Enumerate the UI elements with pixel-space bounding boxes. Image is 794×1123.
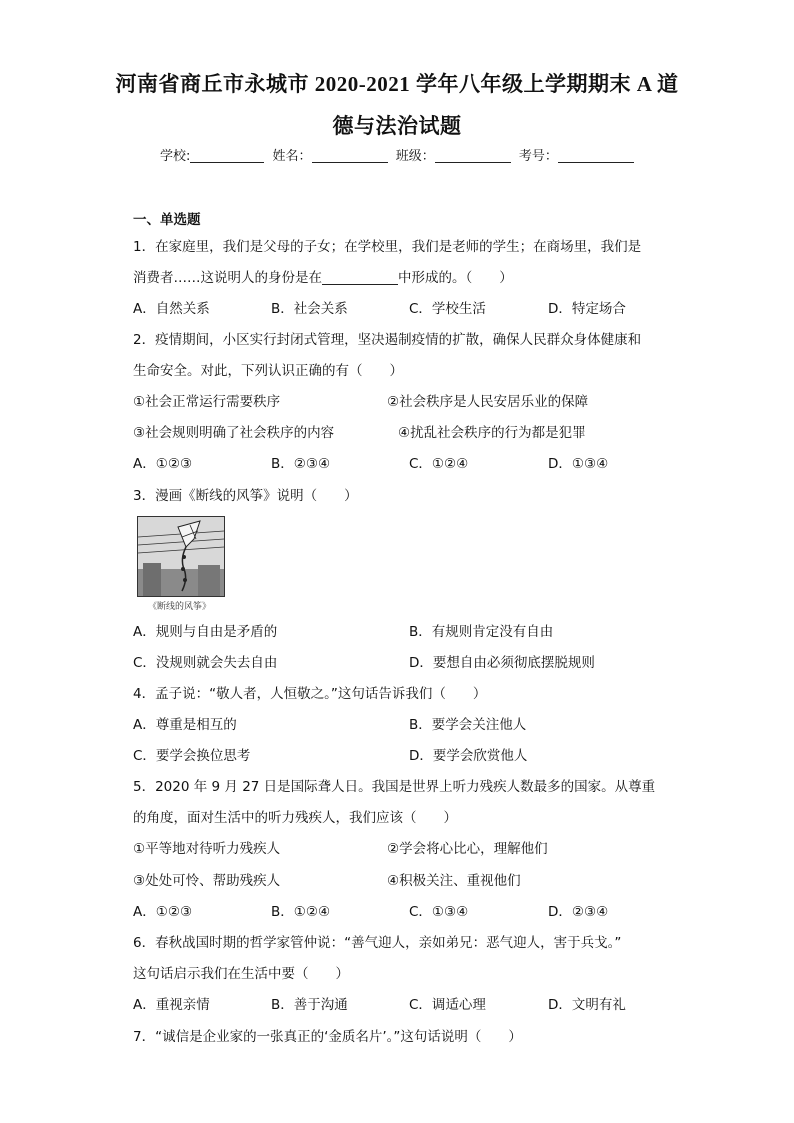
- kite-cartoon-image: [137, 516, 225, 597]
- exam-title-line1: 河南省商丘市永城市 2020-2021 学年八年级上学期期末 A 道: [115, 72, 679, 96]
- q1-stem-line1: 1．在家庭里，我们是父母的子女；在学校里，我们是老师的学生；在商场里，我们是: [133, 239, 642, 255]
- q4-option-b: B．要学会关注他人: [409, 717, 527, 733]
- q7-stem-line1: 7．“诚信是企业家的一张真正的‘金质名片’。”这句话说明（ ）: [133, 1029, 522, 1045]
- q1-option-c: C．学校生活: [409, 301, 486, 317]
- name-blank: [312, 148, 388, 163]
- kite-cartoon-drawing: [138, 517, 224, 596]
- class-label: 班级：: [395, 149, 435, 164]
- q3-option-c: C．没规则就会失去自由: [133, 655, 278, 671]
- name-label: 姓名：: [272, 149, 312, 164]
- q2-statement-4: ④扰乱社会秩序的行为都是犯罪: [398, 425, 586, 441]
- q5-statement-3: ③处处可怜、帮助残疾人: [133, 873, 281, 889]
- q2-option-d: D．①③④: [548, 456, 609, 472]
- class-blank: [435, 148, 511, 163]
- q3-option-d: D．要想自由必须彻底摆脱规则: [409, 655, 595, 671]
- id-label: 考号：: [518, 149, 558, 164]
- q2-statement-3: ③社会规则明确了社会秩序的内容: [133, 425, 335, 441]
- q5-option-a: A．①②③: [133, 904, 193, 920]
- q4-option-c: C．要学会换位思考: [133, 748, 251, 764]
- student-info-row: [160, 145, 638, 164]
- school-blank: [190, 148, 264, 163]
- q4-option-d: D．要学会欣赏他人: [409, 748, 528, 764]
- id-blank: [558, 148, 634, 163]
- section-title: 一、单选题: [133, 212, 201, 228]
- q5-statement-4: ④积极关注、重视他们: [387, 873, 521, 889]
- q2-option-b: B．②③④: [271, 456, 331, 472]
- exam-title-line2: 德与法治试题: [332, 114, 462, 138]
- school-label: 学校:: [160, 149, 191, 164]
- q1-stem-tail: 中形成的。（ ）: [398, 270, 513, 286]
- q5-statement-1: ①平等地对待听力残疾人: [133, 841, 281, 857]
- q2-stem-line2: 生命安全。对此，下列认识正确的有（ ）: [133, 363, 403, 379]
- q5-statement-2: ②学会将心比心，理解他们: [387, 841, 548, 857]
- q1-stem-text: 消费者……这说明人的身份是在: [133, 270, 322, 286]
- q6-option-d: D．文明有礼: [548, 997, 626, 1013]
- q6-option-b: B．善于沟通: [271, 997, 348, 1013]
- q6-stem-line2: 这句话启示我们在生活中要（ ）: [133, 966, 349, 982]
- q6-option-a: A．重视亲情: [133, 997, 210, 1013]
- q1-fill-blank: [322, 270, 398, 285]
- kite-cartoon-caption: 《断线的风筝》: [148, 602, 212, 612]
- q2-statement-1: ①社会正常运行需要秩序: [133, 394, 281, 410]
- q4-option-a: A．尊重是相互的: [133, 717, 237, 733]
- q2-stem-line1: 2．疫情期间，小区实行封闭式管理，坚决遏制疫情的扩散，确保人民群众身体健康和: [133, 332, 642, 348]
- q1-option-a: A．自然关系: [133, 301, 210, 317]
- q1-option-d: D．特定场合: [548, 301, 626, 317]
- q4-stem-line1: 4．孟子说：“敬人者，人恒敬之。”这句话告诉我们（ ）: [133, 686, 487, 702]
- q2-statement-2: ②社会秩序是人民安居乐业的保障: [387, 394, 589, 410]
- q2-option-c: C．①②④: [409, 456, 469, 472]
- q3-option-a: A．规则与自由是矛盾的: [133, 624, 278, 640]
- q5-stem-line2: 的角度，面对生活中的听力残疾人，我们应该（ ）: [133, 810, 457, 826]
- q1-option-b: B．社会关系: [271, 301, 348, 317]
- q6-option-c: C．调适心理: [409, 997, 486, 1013]
- q1-stem-line2: [133, 266, 513, 286]
- q5-stem-line1: 5．2020 年 9 月 27 日是国际聋人日。我国是世界上听力残疾人数最多的国家。从尊重: [133, 779, 656, 795]
- q6-stem-line1: 6．春秋战国时期的哲学家管仲说：“善气迎人，亲如弟兄：恶气迎人，害于兵戈。”: [133, 935, 622, 951]
- q2-option-a: A．①②③: [133, 456, 193, 472]
- q3-option-b: B．有规则肯定没有自由: [409, 624, 554, 640]
- q5-option-d: D．②③④: [548, 904, 609, 920]
- q5-option-b: B．①②④: [271, 904, 331, 920]
- q5-option-c: C．①③④: [409, 904, 469, 920]
- q3-stem-line1: 3．漫画《断线的风筝》说明（ ）: [133, 488, 358, 504]
